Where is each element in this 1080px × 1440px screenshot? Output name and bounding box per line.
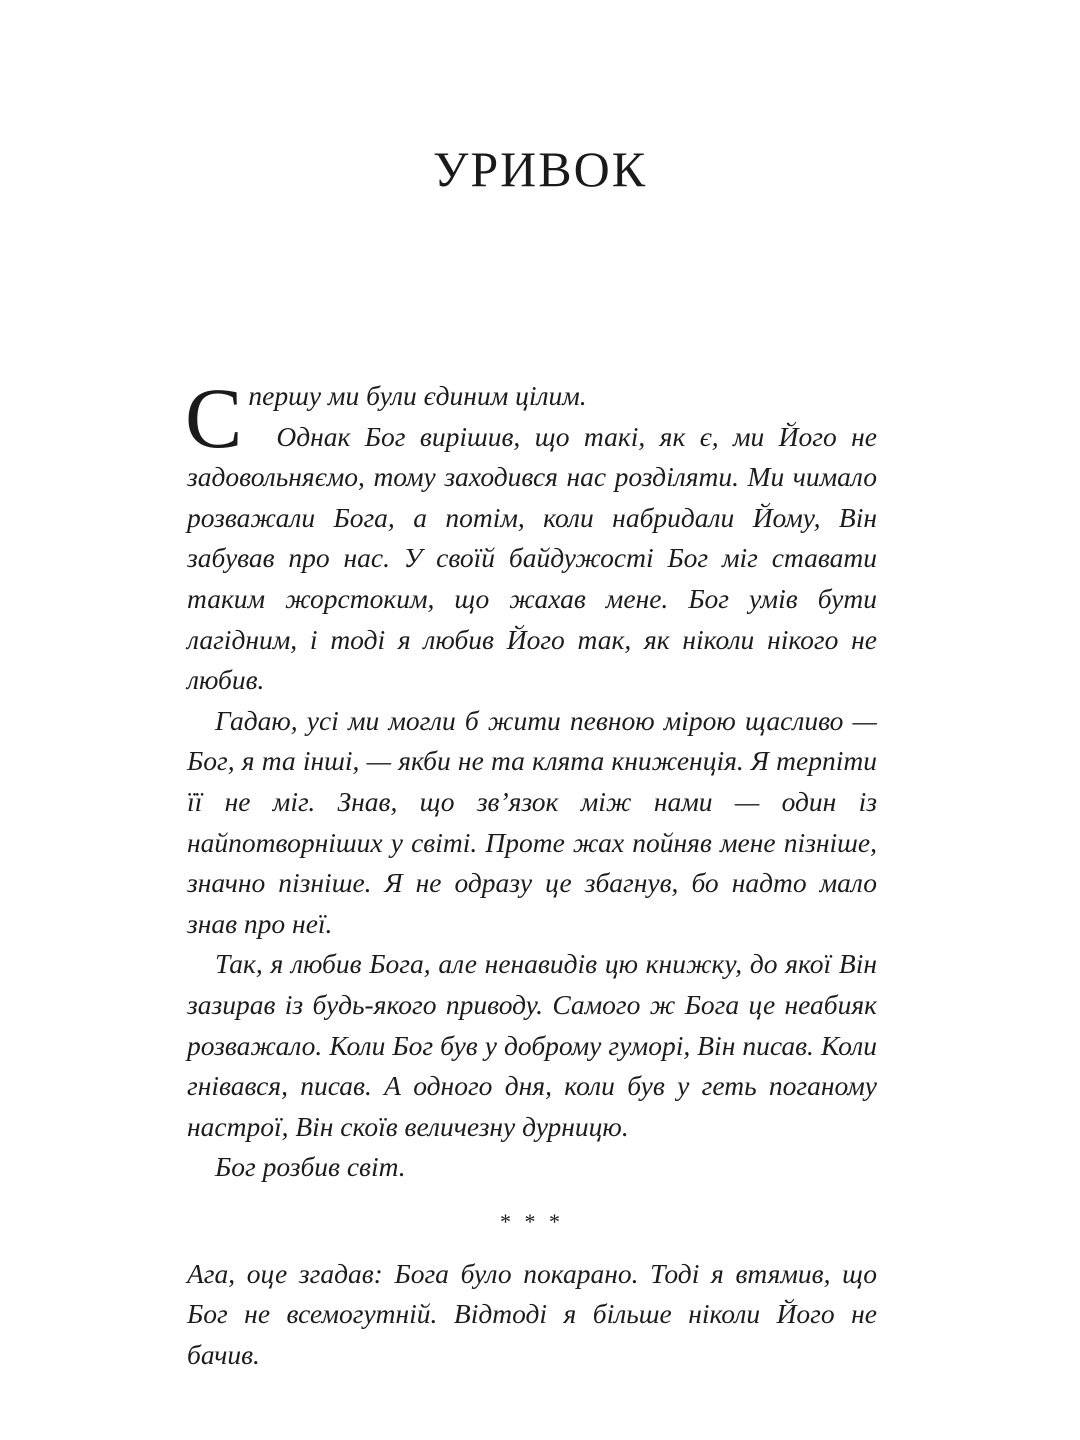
paragraph-3: Гадаю, усі ми могли б жити певною мірою щасливо — Бог, я та інші, — якби не та клята книженція. Я терпіти її не міг. Знав, що зв’язок між нами — один із найпотворніших у світі. Проте жах пойняв мене пізніше, значно пізніше. Я не одразу це збагнув, бо надто мало знав про неї.: [187, 704, 877, 939]
drop-cap: С: [185, 370, 243, 466]
section-separator: * * *: [500, 1208, 564, 1234]
paragraph-5: Бог розбив світ.: [215, 1151, 406, 1183]
closing-paragraph: Ага, оце згадав: Бога було покарано. Тоді я втямив, що Бог не всемогутній. Відтоді я більше ніколи Його не бачив.: [187, 1257, 877, 1371]
body-text: [185, 370, 877, 1376]
page-title: УРИВОК: [432, 141, 648, 197]
paragraph-1-text: першу ми були єдиним цілим.: [248, 380, 587, 411]
paragraph-1: [185, 370, 877, 466]
paragraph-2: Однак Бог вирішив, що такі, як є, ми Його не задовольняємо, тому заходився нас розділяти. Ми чимало розважали Бога, а потім, коли набридали Йому, Він забував про нас. У своїй байдужості Бог міг ставати таким жорстоким, що жахав мене. Бог умів бути лагідним, і тоді я любив Його так, як ніколи нікого не любив.: [187, 420, 877, 696]
paragraph-4: Так, я любив Бога, але ненавидів цю книжку, до якої Він зазирав із будь-якого приводу. Самого ж Бога це неабияк розважало. Коли Бог був у доброму гуморі, Він писав. Коли гнівався, писав. А одного дня, коли був у геть поганому настрої, Він скоїв величезну дурницю.: [187, 948, 877, 1142]
